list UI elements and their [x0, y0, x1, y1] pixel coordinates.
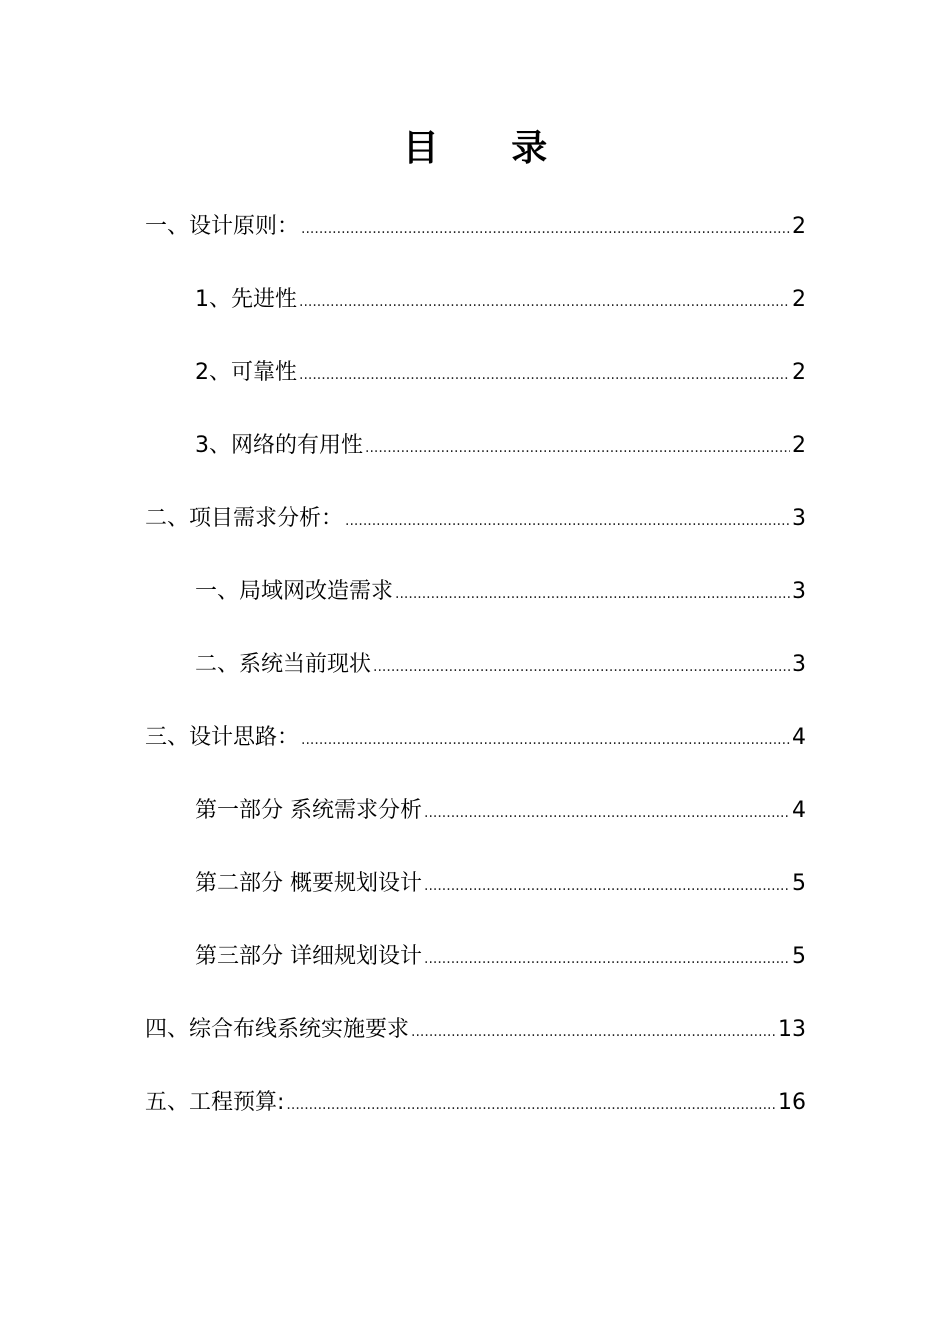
toc-entry-text: 一、局域网改造需求	[195, 579, 394, 604]
toc-entry-page: 13	[778, 1017, 806, 1042]
toc-entry-page: 5	[792, 871, 806, 896]
toc-entry-page: 2	[792, 214, 806, 239]
toc-entry-page: 2	[792, 287, 806, 312]
toc-entry-text: 三、设计思路：	[145, 725, 300, 750]
toc-entry-text: 二、项目需求分析：	[145, 506, 344, 531]
toc-entry-text: 五、工程预算:	[145, 1090, 285, 1115]
toc-entry-text: 1、先进性	[195, 287, 297, 312]
dot-leader	[301, 704, 790, 777]
toc-entry-text: 一、设计原则：	[145, 214, 300, 239]
toc-entry-page: 3	[792, 579, 806, 604]
toc-entry-text: 第三部分 详细规划设计	[195, 944, 422, 969]
toc-entry[interactable]	[145, 482, 806, 555]
toc-entry[interactable]	[145, 263, 806, 336]
toc-entry[interactable]	[145, 555, 806, 628]
dot-leader	[424, 850, 790, 923]
page-title: 目 录	[402, 128, 578, 169]
toc-entry-page: 3	[792, 652, 806, 677]
table-of-contents	[145, 190, 806, 1139]
toc-entry-text: 3、网络的有用性	[195, 433, 363, 458]
dot-leader	[345, 485, 790, 558]
toc-entry[interactable]	[145, 920, 806, 993]
toc-entry-page: 4	[792, 725, 806, 750]
toc-entry[interactable]	[145, 190, 806, 263]
toc-entry-page: 5	[792, 944, 806, 969]
dot-leader	[286, 1069, 776, 1142]
toc-entry[interactable]	[145, 993, 806, 1066]
dot-leader	[411, 996, 776, 1069]
dot-leader	[395, 558, 790, 631]
toc-entry[interactable]	[145, 409, 806, 482]
dot-leader	[365, 412, 790, 485]
toc-entry-page: 3	[792, 506, 806, 531]
toc-entry-text: 二、系统当前现状	[195, 652, 372, 677]
toc-entry-text: 2、可靠性	[195, 360, 297, 385]
dot-leader	[299, 339, 790, 412]
dot-leader	[424, 923, 790, 996]
toc-entry-text: 四、综合布线系统实施要求	[145, 1017, 410, 1042]
toc-entry-page: 2	[792, 433, 806, 458]
toc-entry[interactable]	[145, 774, 806, 847]
dot-leader	[299, 266, 790, 339]
toc-entry-page: 16	[778, 1090, 806, 1115]
toc-entry-page: 4	[792, 798, 806, 823]
toc-entry[interactable]	[145, 336, 806, 409]
toc-entry[interactable]	[145, 628, 806, 701]
toc-entry[interactable]	[145, 847, 806, 920]
toc-entry-text: 第一部分 系统需求分析	[195, 798, 422, 823]
toc-entry[interactable]	[145, 1066, 806, 1139]
dot-leader	[301, 193, 790, 266]
dot-leader	[373, 631, 790, 704]
toc-entry-text: 第二部分 概要规划设计	[195, 871, 422, 896]
dot-leader	[424, 777, 790, 850]
toc-entry-page: 2	[792, 360, 806, 385]
toc-entry[interactable]	[145, 701, 806, 774]
